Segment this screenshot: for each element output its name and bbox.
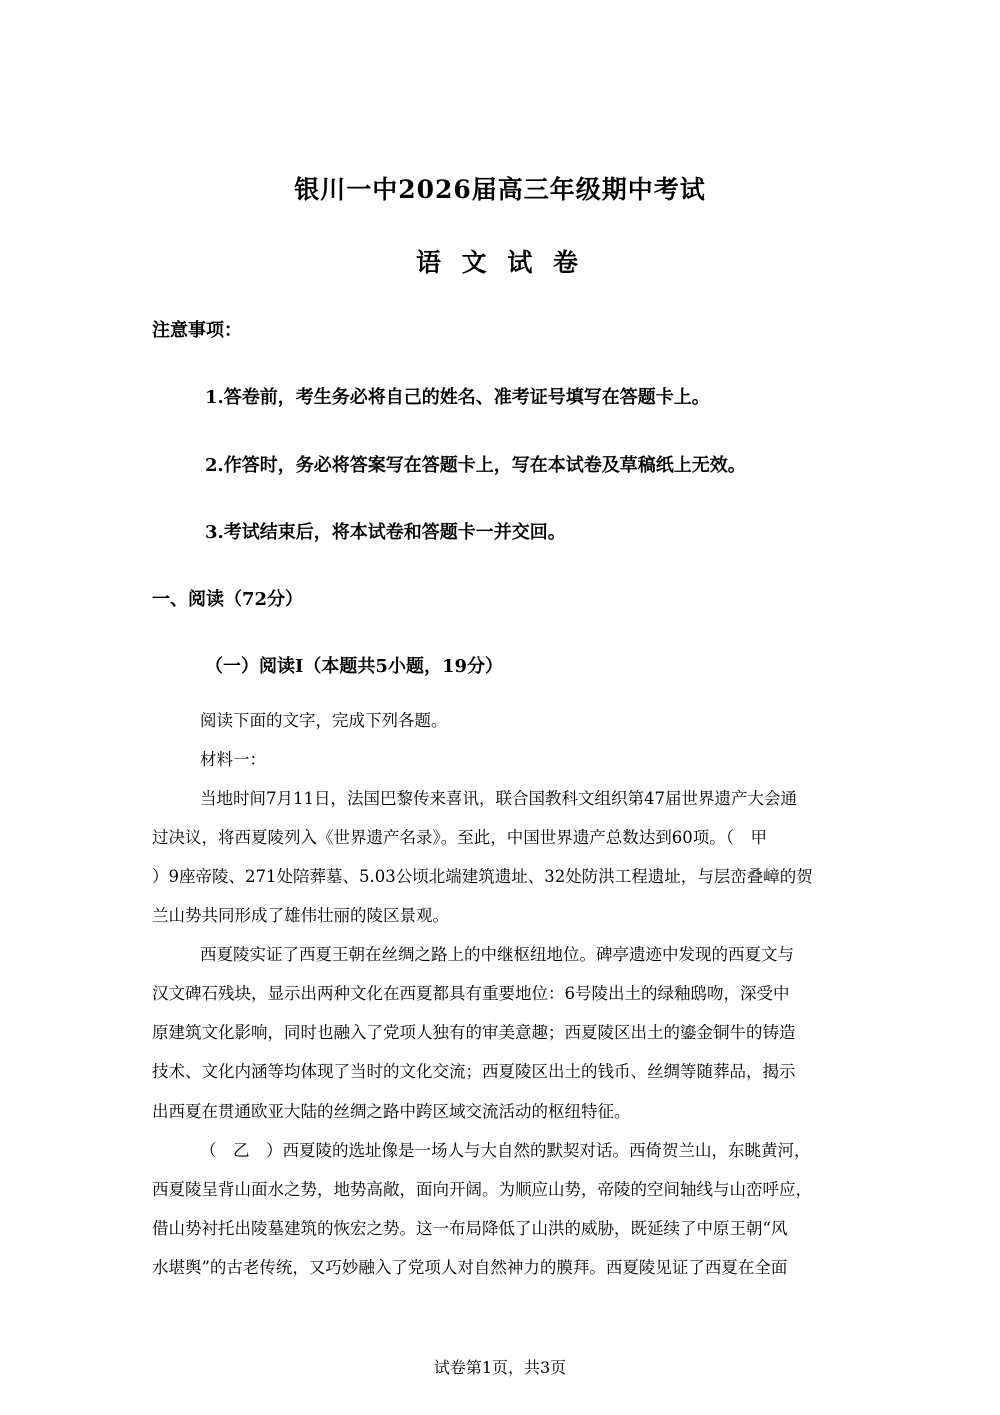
exam-subtitle: 语 文 试 卷 — [415, 248, 585, 277]
passage-line: 兰山势共同形成了雄伟壮丽的陵区景观。 — [152, 906, 449, 925]
notice-heading: 注意事项： — [152, 320, 242, 341]
notice-item: 2.作答时，务必将答案写在答题卡上，写在本试卷及草稿纸上无效。 — [205, 455, 746, 476]
notice-item: 3.考试结束后，将本试卷和答题卡一并交回。 — [205, 522, 566, 543]
passage-line: 当地时间7月11日，法国巴黎传来喜讯，联合国教科文组织第47届世界遗产大会通 — [200, 789, 797, 808]
section-heading: 一、阅读（72分） — [152, 589, 304, 610]
passage-line: 西夏陵实证了西夏王朝在丝绸之路上的中继枢纽地位。碑亭遗迹中发现的西夏文与 — [200, 945, 794, 964]
passage-line: 原建筑文化影响，同时也融入了党项人独有的审美意趣；西夏陵区出土的鎏金铜牛的铸造 — [152, 1023, 796, 1042]
passage-line: 过决议，将西夏陵列入《世界遗产名录》。至此，中国世界遗产总数达到60项。（ 甲 — [152, 828, 767, 847]
passage-line: 水堪舆”的古老传统，又巧妙融入了党项人对自然神力的膜拜。西夏陵见证了西夏在全面 — [152, 1258, 788, 1277]
passage-line: 汉文碑石残块，显示出两种文化在西夏都具有重要地位：6号陵出土的绿釉鸱吻，深受中 — [152, 984, 790, 1003]
page-footer: 试卷第1页，共3页 — [433, 1358, 567, 1377]
passage-line: 出西夏在贯通欧亚大陆的丝绸之路中跨区域交流活动的枢纽特征。 — [152, 1102, 631, 1121]
passage-line: 西夏陵呈背山面水之势，地势高敞，面向开阔。为顺应山势，帝陵的空间轴线与山峦呼应， — [152, 1180, 812, 1199]
instruction-text: 阅读下面的文字，完成下列各题。 — [200, 711, 448, 730]
notice-item: 1.答卷前，考生务必将自己的姓名、准考证号填写在答题卡上。 — [205, 387, 710, 408]
material-label: 材料一： — [200, 750, 266, 769]
subsection-heading: （一）阅读I（本题共5小题，19分） — [205, 656, 503, 677]
passage-line: （ 乙 ）西夏陵的选址像是一场人与大自然的默契对话。西倚贺兰山，东眺黄河， — [200, 1141, 811, 1160]
passage-line: 借山势衬托出陵墓建筑的恢宏之势。这一布局降低了山洪的威胁，既延续了中原王朝“风 — [152, 1219, 788, 1238]
passage-line: 技术、文化内涵等均体现了当时的文化交流；西夏陵区出土的钱币、丝绸等随葬品，揭示 — [152, 1062, 796, 1081]
exam-title: 银川一中2026届高三年级期中考试 — [294, 175, 706, 204]
passage-line: ）9座帝陵、271处陪葬墓、5.03公顷北端建筑遗址、32处防洪工程遗址，与层峦叠嶂的贺 — [152, 867, 813, 886]
